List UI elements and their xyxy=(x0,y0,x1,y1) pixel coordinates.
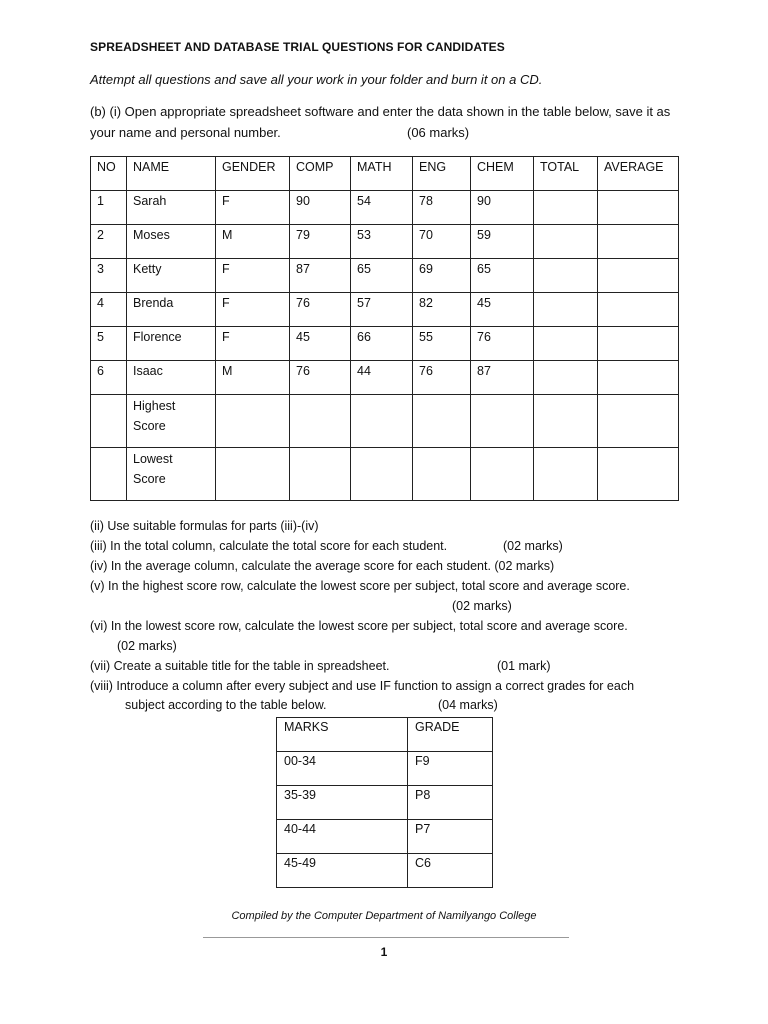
table-cell: 54 xyxy=(351,191,413,225)
table-cell xyxy=(216,448,290,501)
table-row xyxy=(91,327,679,361)
table-cell xyxy=(471,395,534,448)
header-cell: NAME xyxy=(127,157,216,191)
table-cell xyxy=(413,395,471,448)
table-cell: Brenda xyxy=(127,293,216,327)
table-cell: 45 xyxy=(290,327,351,361)
table-cell: F9 xyxy=(408,752,493,786)
grade-table xyxy=(276,717,493,888)
table-row xyxy=(91,191,679,225)
question-vi-marks: (02 marks) xyxy=(117,639,177,653)
table-cell: 76 xyxy=(413,361,471,395)
table-cell: 1 xyxy=(91,191,127,225)
table-cell: Ketty xyxy=(127,259,216,293)
question-b-line1: (b) (i) Open appropriate spreadsheet software and enter the data shown in the table below, save it as xyxy=(90,104,671,119)
question-iii xyxy=(90,539,563,553)
table-row xyxy=(277,752,493,786)
question-viii-line2-text: subject according to the table below. xyxy=(125,698,327,712)
header-cell: NO xyxy=(91,157,127,191)
table-cell: Isaac xyxy=(127,361,216,395)
table-cell: Moses xyxy=(127,225,216,259)
lowest-score-row xyxy=(91,448,679,501)
table-cell: 65 xyxy=(471,259,534,293)
footer-divider xyxy=(203,937,569,938)
table-cell xyxy=(598,191,679,225)
table-cell: 4 xyxy=(91,293,127,327)
question-iii-marks: (02 marks) xyxy=(503,539,563,553)
header-cell: AVERAGE xyxy=(598,157,679,191)
footer-text: Compiled by the Computer Department of Namilyango College xyxy=(231,910,537,922)
table-cell: M xyxy=(216,361,290,395)
table-cell xyxy=(534,259,598,293)
table-row xyxy=(91,361,679,395)
table-cell xyxy=(471,448,534,501)
question-v-marks: (02 marks) xyxy=(452,599,512,613)
table-cell: 59 xyxy=(471,225,534,259)
table-cell: 90 xyxy=(471,191,534,225)
question-vi: (vi) In the lowest score row, calculate the lowest score per subject, total score and average score. xyxy=(90,619,628,633)
question-iv: (iv) In the average column, calculate the average score for each student. (02 marks) xyxy=(90,559,555,573)
score-table-header xyxy=(91,157,679,191)
table-cell: 44 xyxy=(351,361,413,395)
table-cell xyxy=(534,395,598,448)
table-cell: 82 xyxy=(413,293,471,327)
score-table xyxy=(90,156,679,501)
table-cell: 55 xyxy=(413,327,471,361)
table-cell: 76 xyxy=(471,327,534,361)
lowest-label-line2: Score xyxy=(133,472,166,486)
question-viii-marks: (04 marks) xyxy=(438,698,498,712)
lowest-label-line1: Lowest xyxy=(133,452,173,466)
table-cell xyxy=(534,448,598,501)
header-cell: GENDER xyxy=(216,157,290,191)
instruction-text: Attempt all questions and save all your work in your folder and burn it on a CD. xyxy=(90,72,543,87)
table-row xyxy=(91,293,679,327)
table-cell xyxy=(534,327,598,361)
highest-label-line1: Highest xyxy=(133,399,176,413)
header-cell: ENG xyxy=(413,157,471,191)
table-cell: F xyxy=(216,259,290,293)
table-cell: P7 xyxy=(408,820,493,854)
question-vii-text: (vii) Create a suitable title for the table in spreadsheet. xyxy=(90,659,390,673)
table-row xyxy=(91,225,679,259)
table-cell: 69 xyxy=(413,259,471,293)
table-cell: F xyxy=(216,327,290,361)
table-cell: F xyxy=(216,191,290,225)
question-b-marks: (06 marks) xyxy=(407,125,470,140)
table-cell xyxy=(91,395,127,448)
table-cell: 87 xyxy=(471,361,534,395)
table-cell xyxy=(598,395,679,448)
table-cell: C6 xyxy=(408,854,493,888)
header-cell: COMP xyxy=(290,157,351,191)
table-cell: M xyxy=(216,225,290,259)
table-cell xyxy=(413,448,471,501)
table-cell xyxy=(290,395,351,448)
table-cell xyxy=(598,259,679,293)
table-cell: 45-49 xyxy=(277,854,408,888)
header-cell: CHEM xyxy=(471,157,534,191)
table-cell xyxy=(534,225,598,259)
highest-label-line2: Score xyxy=(133,419,166,433)
question-v: (v) In the highest score row, calculate the lowest score per subject, total score and average score. xyxy=(90,579,630,593)
table-cell: 00-34 xyxy=(277,752,408,786)
table-cell: 3 xyxy=(91,259,127,293)
table-cell: 76 xyxy=(290,361,351,395)
question-b-line2 xyxy=(90,125,470,140)
table-cell: 76 xyxy=(290,293,351,327)
table-cell: 45 xyxy=(471,293,534,327)
table-row xyxy=(91,259,679,293)
page-number: 1 xyxy=(380,945,388,959)
table-cell: 70 xyxy=(413,225,471,259)
table-cell xyxy=(534,191,598,225)
question-vii xyxy=(90,659,551,673)
table-cell xyxy=(91,448,127,501)
table-cell xyxy=(598,448,679,501)
question-viii-line1: (viii) Introduce a column after every subject and use IF function to assign a correct grades for each xyxy=(90,679,635,693)
table-cell xyxy=(598,225,679,259)
table-cell: 2 xyxy=(91,225,127,259)
table-row xyxy=(277,820,493,854)
table-cell: 5 xyxy=(91,327,127,361)
table-cell: 90 xyxy=(290,191,351,225)
table-row xyxy=(277,854,493,888)
table-cell: 78 xyxy=(413,191,471,225)
table-row xyxy=(277,786,493,820)
header-cell: MARKS xyxy=(277,718,408,752)
table-cell: 40-44 xyxy=(277,820,408,854)
table-cell: P8 xyxy=(408,786,493,820)
document-title: SPREADSHEET AND DATABASE TRIAL QUESTIONS FOR CANDIDATES xyxy=(90,40,505,54)
grade-table-header xyxy=(277,718,493,752)
table-cell xyxy=(534,361,598,395)
question-ii: (ii) Use suitable formulas for parts (iii)-(iv) xyxy=(90,519,319,533)
table-cell: 65 xyxy=(351,259,413,293)
table-cell xyxy=(290,448,351,501)
table-cell: 57 xyxy=(351,293,413,327)
table-cell xyxy=(598,361,679,395)
header-cell: GRADE xyxy=(408,718,493,752)
table-cell: 87 xyxy=(290,259,351,293)
table-cell: Florence xyxy=(127,327,216,361)
table-cell xyxy=(351,448,413,501)
question-b-line2-text: your name and personal number. xyxy=(90,125,281,140)
table-cell: 53 xyxy=(351,225,413,259)
table-cell xyxy=(598,293,679,327)
table-cell: 79 xyxy=(290,225,351,259)
table-cell: 66 xyxy=(351,327,413,361)
table-cell: 6 xyxy=(91,361,127,395)
table-cell xyxy=(598,327,679,361)
table-cell xyxy=(351,395,413,448)
header-cell: MATH xyxy=(351,157,413,191)
table-cell: 35-39 xyxy=(277,786,408,820)
table-cell: F xyxy=(216,293,290,327)
highest-score-label xyxy=(127,395,216,448)
lowest-score-label xyxy=(127,448,216,501)
question-vii-marks: (01 mark) xyxy=(497,659,551,673)
header-cell: TOTAL xyxy=(534,157,598,191)
table-cell: Sarah xyxy=(127,191,216,225)
question-iii-text: (iii) In the total column, calculate the total score for each student. xyxy=(90,539,448,553)
table-cell xyxy=(534,293,598,327)
highest-score-row xyxy=(91,395,679,448)
table-cell xyxy=(216,395,290,448)
